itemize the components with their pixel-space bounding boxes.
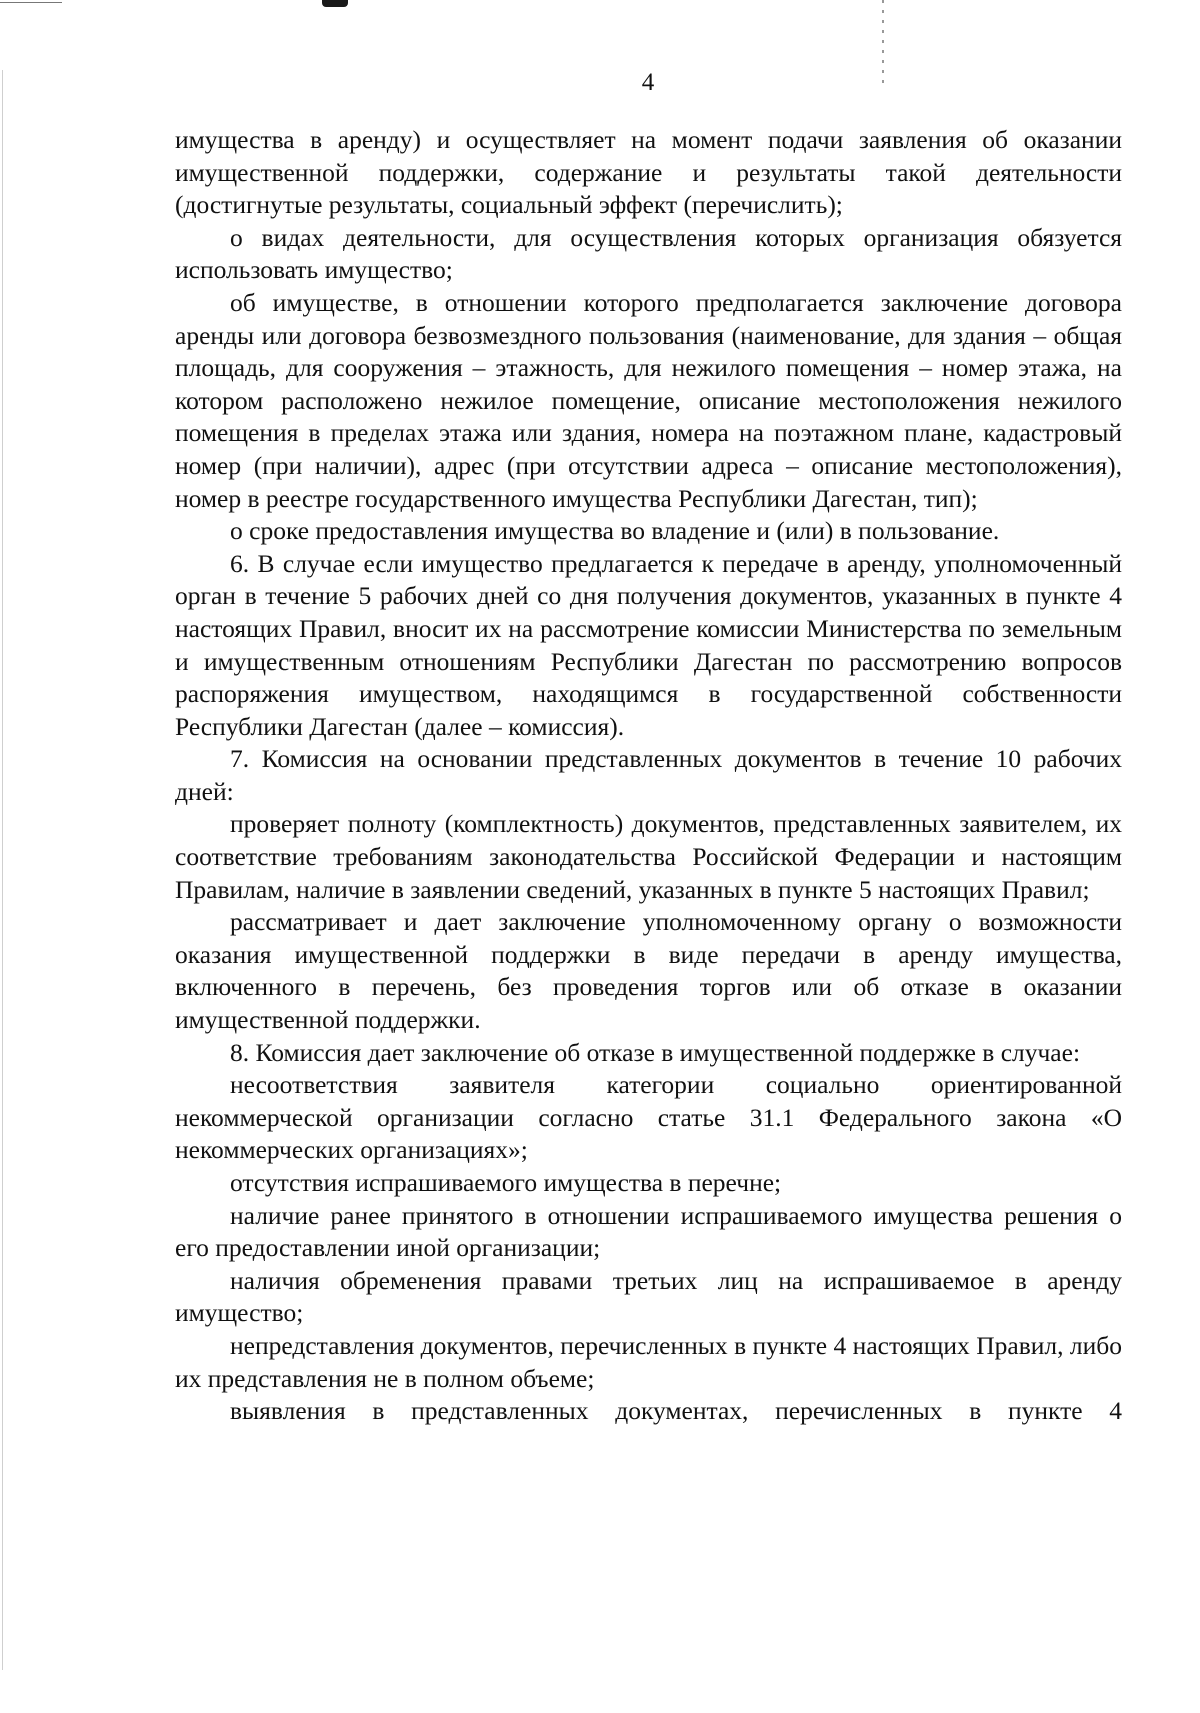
paragraph-checks-completeness: проверяет полноту (комплектность) документов, представленных заявителем, их соответствие требованиям законодательства Российской Федерации и настоящим Правилам, наличие в заявлении сведений, указанных в пункте 5 настоящих Правил;: [175, 809, 1122, 904]
paragraph-refusal-prior-decision: наличие ранее принятого в отношении испрашиваемого имущества решения о его предоставлении иной организации;: [175, 1200, 1122, 1263]
paragraph-refusal-category: несоответствия заявителя категории социально ориентированной некоммерческой организации согласно статье 31.1 Федерального закона «О некоммерческих организациях»;: [175, 1070, 1122, 1165]
paragraph-activity-types: о видах деятельности, для осуществления которых организация обязуется использовать имущество;: [175, 222, 1122, 285]
scan-artifact-left-edge: [2, 70, 3, 1670]
paragraph-term: о сроке предоставления имущества во владение и (или) в пользование.: [230, 516, 1000, 546]
paragraph-item-7: 7. Комиссия на основании представленных документов в течение 10 рабочих дней:: [175, 744, 1122, 806]
scan-artifact-top-mark: [322, 0, 348, 7]
paragraph-continuation: имущества в аренду) и осуществляет на момент подачи заявления об оказании имущественной поддержки, содержание и результаты такой деятельности (достигнутые результаты, социальный эффект (перечислить);: [175, 125, 1122, 220]
document-body: [175, 124, 1122, 1428]
paragraph-item-6: 6. В случае если имущество предлагается к передаче в аренду, уполномоченный орган в течение 5 рабочих дней со дня получения документов, указанных в пункте 4 настоящих Правил, вносит их на рассмотрение комиссии Министерства по земельным и имущественным отношениям Республики Дагестан по рассмотрению вопросов распоряжения имуществом, находящимся в государственной собственности Республики Дагестан (далее – комиссия).: [175, 548, 1122, 741]
paragraph-refusal-not-in-list: отсутствия испрашиваемого имущества в перечне;: [230, 1168, 782, 1197]
paragraph-refusal-false-info: выявления в представленных документах, перечисленных в пункте 4: [230, 1396, 1122, 1426]
page-number: 4: [641, 69, 655, 96]
scan-artifact-top-line: [0, 2, 62, 3]
paragraph-property-info: об имуществе, в отношении которого предполагается заключение договора аренды или договора безвозмездного пользования (наименование, для здания – общая площадь, для сооружения – этажность, для нежилого помещения – номер этажа, на котором расположено нежилое помещение, описание местоположения нежилого помещения в пределах этажа или здания, номера на поэтажном плане, кадастровый номер (при наличии), адрес (при отсутствии адреса – описание местоположения), номер в реестре государственного имущества Республики Дагестан, тип);: [175, 287, 1122, 513]
paragraph-refusal-encumbrance: наличия обременения правами третьих лиц на испрашиваемое в аренду имущество;: [175, 1265, 1122, 1328]
paragraph-refusal-missing-docs: непредставления документов, перечисленных в пункте 4 настоящих Правил, либо их представления не в полном объеме;: [175, 1330, 1122, 1393]
paragraph-gives-conclusion: рассматривает и дает заключение уполномоченному органу о возможности оказания имущественной поддержки в виде передачи в аренду имущества, включенного в перечень, без проведения торгов или об отказе в оказании имущественной поддержки.: [175, 907, 1122, 1035]
paragraph-item-8: 8. Комиссия дает заключение об отказе в имущественной поддержке в случае:: [230, 1037, 1081, 1067]
